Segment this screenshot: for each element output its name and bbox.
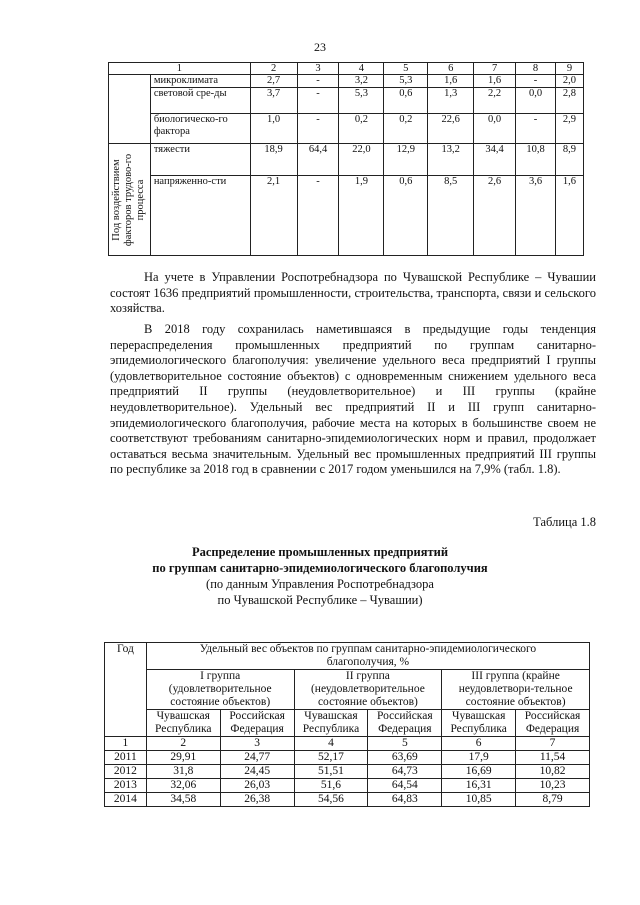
paragraph: На учете в Управлении Роспотребнадзора по Чувашской Республике – Чувашии состоят 1636 предприятий промышленности, строительства, транспорта, связи и сельского хозяйства. — [110, 270, 596, 316]
table-cell: - — [516, 75, 556, 88]
subcolumn-header: Российская Федерация — [516, 710, 590, 737]
column-number: 7 — [474, 63, 516, 75]
table-header-row — [105, 643, 590, 670]
blank-group-cell — [109, 75, 151, 144]
table-cell: 5,3 — [339, 88, 384, 114]
table-cell: 8,9 — [555, 144, 583, 176]
table-cell: 3,7 — [250, 88, 297, 114]
table-cell: - — [297, 176, 339, 256]
table-cell: 1,6 — [555, 176, 583, 256]
table-cell: 10,8 — [516, 144, 556, 176]
year-cell: 2011 — [105, 751, 147, 765]
table-cell: 0,0 — [516, 88, 556, 114]
table-cell: 54,56 — [294, 793, 368, 807]
table-cell: 1,9 — [339, 176, 384, 256]
table-header-row — [109, 63, 584, 75]
table-cell: 2,9 — [555, 114, 583, 144]
year-cell: 2012 — [105, 765, 147, 779]
table-cell: 18,9 — [250, 144, 297, 176]
table-row — [105, 751, 590, 765]
table-cell: 8,79 — [516, 793, 590, 807]
table-cell: 3,6 — [516, 176, 556, 256]
factors-table — [108, 62, 584, 256]
subcolumn-header: Российская Федерация — [368, 710, 442, 737]
table-cell: 16,69 — [442, 765, 516, 779]
table-row — [105, 779, 590, 793]
column-number: 3 — [220, 737, 294, 751]
table-cell: - — [297, 114, 339, 144]
table-cell: 64,54 — [368, 779, 442, 793]
table-cell: 2,7 — [250, 75, 297, 88]
table-title: по группам санитарно-эпидемиологического благополучия — [152, 561, 488, 575]
table-header-row — [105, 710, 590, 737]
paragraph: В 2018 году сохранилась наметившаяся в предыдущие годы тенденция перераспределения промышленных предприятий по группам санитарно-эпидемиологического благополучия: увеличение удельного веса предприятий I группы (удовлетворительное состояние объектов) с одновременным снижением удельного веса предприятий II группы (неудовлетворительное) и III группы (крайне неудовлетворительное). Удельный вес предприятий II и III групп санитарно-эпидемиологического благополучия, рабочие места на которых в большинстве своем не соответствуют требованиям санитарно-эпидемиологических норм и правил, продолжает оставаться весьма значительным. Удельный вес промышленных предприятий III группы по республике за 2018 год в сравнении с 2017 годом уменьшился на 7,9% (табл. 1.8). — [110, 322, 596, 477]
table-cell: 29,91 — [146, 751, 220, 765]
row-label: световой сре-ды — [150, 88, 250, 114]
table-cell: - — [297, 88, 339, 114]
column-number: 4 — [294, 737, 368, 751]
table-cell: 31,8 — [146, 765, 220, 779]
table-cell: 1,6 — [428, 75, 474, 88]
subcolumn-header: Чувашская Республика — [294, 710, 368, 737]
table-row — [109, 75, 584, 88]
group-header: I группа (удовлетворительное состояние объектов) — [146, 670, 294, 710]
column-number: 2 — [250, 63, 297, 75]
group-header: III группа (крайне неудовлетвори-тельное состояние объектов) — [442, 670, 590, 710]
table-cell: 10,85 — [442, 793, 516, 807]
table-cell: 0,2 — [384, 114, 428, 144]
column-number: 3 — [297, 63, 339, 75]
table-cell: 1,0 — [250, 114, 297, 144]
table-cell: 12,9 — [384, 144, 428, 176]
table-row — [105, 765, 590, 779]
row-label: микроклимата — [150, 75, 250, 88]
column-number: 7 — [516, 737, 590, 751]
table-cell: 1,3 — [428, 88, 474, 114]
table-cell: 63,69 — [368, 751, 442, 765]
column-number: 6 — [428, 63, 474, 75]
table-cell: 10,23 — [516, 779, 590, 793]
column-number: 8 — [516, 63, 556, 75]
column-number: 2 — [146, 737, 220, 751]
table-cell: 34,4 — [474, 144, 516, 176]
table-row — [109, 144, 584, 176]
table-cell: 26,38 — [220, 793, 294, 807]
table-cell: 24,77 — [220, 751, 294, 765]
column-number: 1 — [109, 63, 251, 75]
subcolumn-header: Российская Федерация — [220, 710, 294, 737]
table-row — [105, 793, 590, 807]
table-cell: 0,2 — [339, 114, 384, 144]
table-cell: 8,5 — [428, 176, 474, 256]
table-cell: 2,1 — [250, 176, 297, 256]
table-subtitle: по Чувашской Республике – Чувашии) — [217, 593, 423, 607]
column-number: 1 — [105, 737, 147, 751]
table-cell: 11,54 — [516, 751, 590, 765]
table-number: Таблица 1.8 — [533, 515, 596, 529]
subcolumn-header: Чувашская Республика — [146, 710, 220, 737]
table-cell: 32,06 — [146, 779, 220, 793]
row-label: тяжести — [150, 144, 250, 176]
table-cell: - — [516, 114, 556, 144]
table-cell: 0,6 — [384, 88, 428, 114]
table-header-row — [105, 670, 590, 710]
table-cell: 2,2 — [474, 88, 516, 114]
table-cell: 51,51 — [294, 765, 368, 779]
distribution-table — [104, 642, 590, 807]
table-cell: 51,6 — [294, 779, 368, 793]
table-cell: 22,0 — [339, 144, 384, 176]
table-cell: 5,3 — [384, 75, 428, 88]
group-label-cell — [109, 144, 151, 256]
table-cell: 64,83 — [368, 793, 442, 807]
row-label: напряженно-сти — [150, 176, 250, 256]
table-cell: 64,73 — [368, 765, 442, 779]
table-cell: 13,2 — [428, 144, 474, 176]
table-cell: 2,6 — [474, 176, 516, 256]
table-cell: 64,4 — [297, 144, 339, 176]
table-title: Распределение промышленных предприятий — [191, 545, 449, 559]
table-row — [109, 176, 584, 256]
table-cell: 16,31 — [442, 779, 516, 793]
year-cell: 2013 — [105, 779, 147, 793]
table-cell: 52,17 — [294, 751, 368, 765]
column-number: 4 — [339, 63, 384, 75]
table-row — [109, 114, 584, 144]
table-cell: 2,0 — [555, 75, 583, 88]
column-number: 5 — [368, 737, 442, 751]
table-cell: 24,45 — [220, 765, 294, 779]
table-subtitle: (по данным Управления Роспотребнадзора — [206, 577, 434, 591]
table-cell: 3,2 — [339, 75, 384, 88]
table-row — [109, 88, 584, 114]
column-number: 6 — [442, 737, 516, 751]
table-cell: 26,03 — [220, 779, 294, 793]
table-cell: 0,0 — [474, 114, 516, 144]
main-header: Удельный вес объектов по группам санитарно-эпидемиологического благополучия, % — [146, 643, 589, 670]
column-number-row — [105, 737, 590, 751]
table-cell: 22,6 — [428, 114, 474, 144]
table-cell: 2,8 — [555, 88, 583, 114]
table-cell: - — [297, 75, 339, 88]
subcolumn-header: Чувашская Республика — [442, 710, 516, 737]
year-header: Год — [105, 643, 147, 737]
row-label: биологическо-го фактора — [150, 114, 250, 144]
column-number: 9 — [555, 63, 583, 75]
table-cell: 34,58 — [146, 793, 220, 807]
group-header: II группа (неудовлетворительное состояние объектов) — [294, 670, 442, 710]
group-label: Под воздействием факторов трудово-го процесса — [111, 153, 147, 246]
year-cell: 2014 — [105, 793, 147, 807]
page-number: 23 — [314, 40, 326, 54]
table-cell: 17,9 — [442, 751, 516, 765]
table-cell: 10,82 — [516, 765, 590, 779]
table-cell: 1,6 — [474, 75, 516, 88]
column-number: 5 — [384, 63, 428, 75]
table-cell: 0,6 — [384, 176, 428, 256]
